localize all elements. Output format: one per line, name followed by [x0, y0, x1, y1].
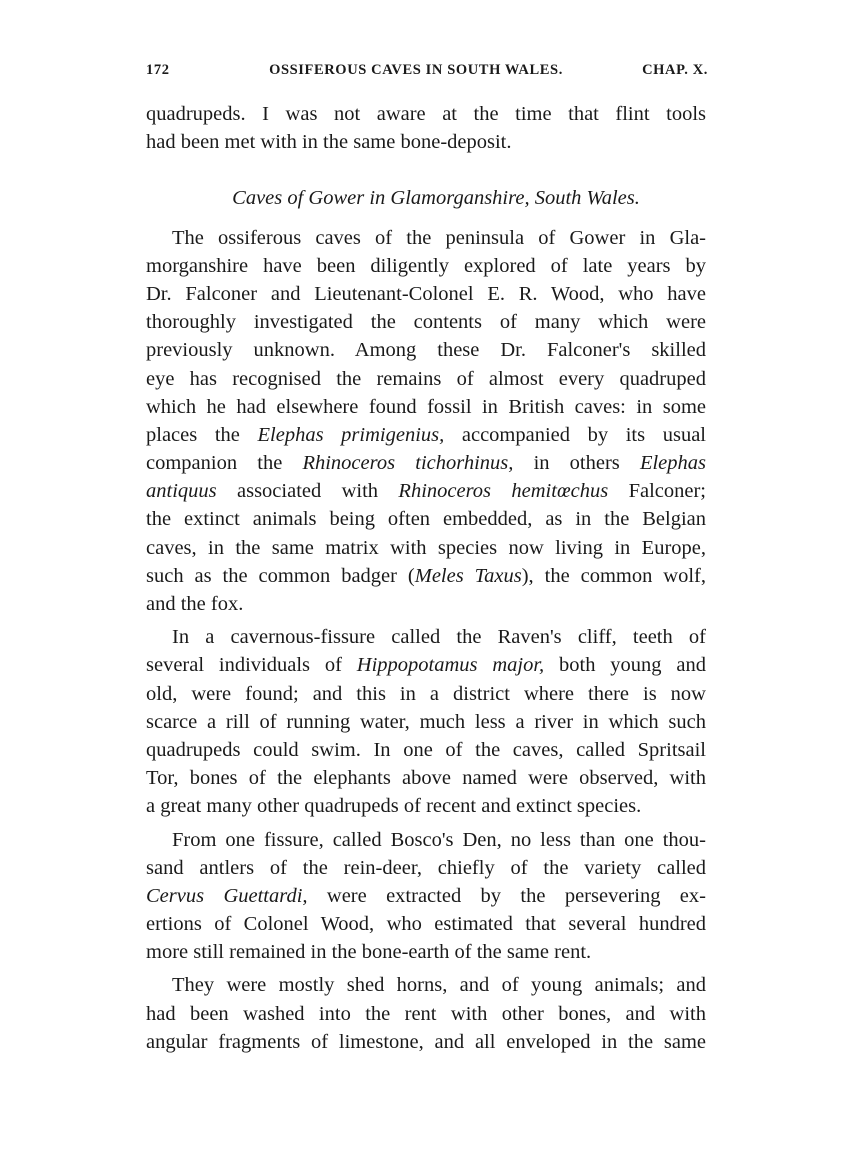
text-line: old, were found; and this in a district where there is now: [146, 682, 706, 705]
text-line: Tor, bones of the elephants above named were observed, with: [146, 767, 706, 790]
text-line: Dr. Falconer and Lieutenant-Colonel E. R. Wood, who have: [146, 282, 706, 305]
text-line: scarce a rill of running water, much less a river in which such: [146, 710, 706, 733]
species-name: Elephas primigenius,: [257, 423, 445, 446]
text-line: which he had elsewhere found fossil in British caves: in some: [146, 395, 706, 418]
text-line: ertions of Colonel Wood, who estimated that several hundred: [146, 913, 706, 936]
text-line: They were mostly shed horns, and of young animals; and: [172, 974, 706, 997]
chapter-label: CHAP. X.: [642, 62, 708, 78]
text-run: in others: [513, 452, 640, 475]
section-heading: Caves of Gower in Glamorganshire, South Wales.: [232, 187, 640, 210]
text-run: were extracted by the persevering ex-: [307, 884, 706, 907]
page-number: 172: [146, 62, 170, 78]
text-line: thoroughly investigated the contents of many which were: [146, 311, 706, 334]
text-line: angular fragments of limestone, and all enveloped in the same: [146, 1030, 706, 1053]
text-line: [146, 882, 706, 910]
text-line: [146, 449, 706, 477]
paragraph: [146, 100, 706, 156]
text-line: morganshire have been diligently explored of late years by: [146, 254, 706, 277]
text-line: From one fissure, called Bosco's Den, no less than one thou-: [172, 828, 706, 851]
paragraph: [146, 224, 706, 619]
species-name: Rhinoceros tichorhinus,: [302, 452, 514, 475]
text-run: accompanied by its usual: [444, 423, 706, 446]
text-run: ), the common wolf,: [521, 564, 706, 587]
species-name: Rhinoceros hemitœchus: [398, 480, 609, 503]
species-name: antiquus: [146, 480, 217, 503]
text-line: In a cavernous-fissure called the Raven's cliff, teeth of: [172, 626, 706, 649]
running-title: OSSIFEROUS CAVES IN SOUTH WALES.: [269, 62, 563, 78]
text-line: had been washed into the rent with other bones, and with: [146, 1002, 706, 1025]
text-run: both young and: [544, 654, 706, 677]
text-line: eye has recognised the remains of almost every quadruped: [146, 367, 706, 390]
text-run: companion the: [146, 452, 303, 475]
species-name: Meles Taxus: [414, 564, 522, 587]
text-run: several individuals of: [146, 654, 357, 677]
body-text: [146, 100, 706, 1056]
text-line: quadrupeds. I was not aware at the time that flint tools: [146, 103, 706, 125]
text-line: had been met with in the same bone-deposit.: [146, 131, 512, 154]
text-line: [146, 421, 706, 449]
text-line: more still remained in the bone-earth of the same rent.: [146, 941, 592, 964]
species-name: Cervus Guettardi,: [146, 884, 308, 907]
species-name: Elephas: [639, 452, 706, 475]
paragraph: [146, 826, 706, 967]
text-line: the extinct animals being often embedded, as in the Belgian: [146, 508, 706, 531]
text-line: previously unknown. Among these Dr. Falconer's skilled: [146, 339, 706, 362]
text-line: [146, 651, 706, 679]
text-run: such as the common badger (: [146, 564, 415, 587]
text-run: places the: [146, 423, 258, 446]
text-line: [146, 562, 706, 590]
text-line: caves, in the same matrix with species now living in Europe,: [146, 536, 706, 559]
text-run: associated with: [216, 480, 399, 503]
text-line: a great many other quadrupeds of recent and extinct species.: [146, 795, 642, 818]
text-line: and the fox.: [146, 593, 244, 615]
text-line: [146, 477, 706, 505]
paragraph: [146, 623, 706, 820]
text-line: The ossiferous caves of the peninsula of Gower in Gla-: [172, 226, 706, 249]
text-line: sand antlers of the rein-deer, chiefly of the variety called: [146, 856, 706, 879]
paragraph: [146, 971, 706, 1056]
running-head: [146, 62, 708, 84]
text-line: quadrupeds could swim. In one of the caves, called Spritsail: [146, 738, 706, 761]
text-run: Falconer;: [608, 480, 706, 503]
species-name: Hippopotamus major,: [356, 654, 545, 677]
